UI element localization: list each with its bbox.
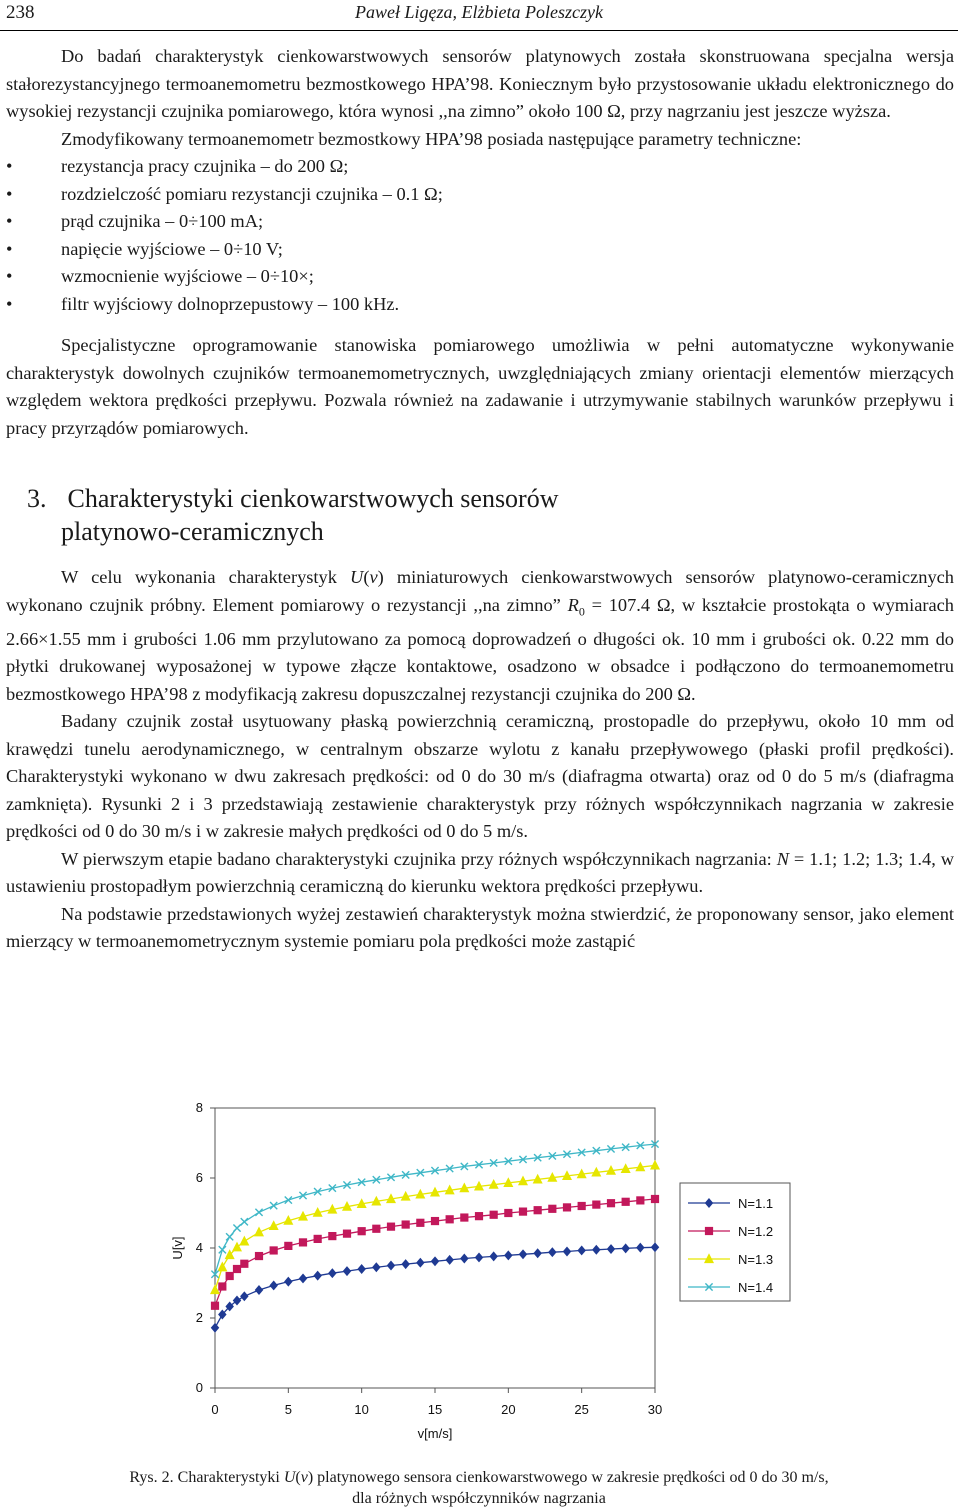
data-point (622, 1198, 629, 1205)
y-tick-label: 2 (195, 1310, 203, 1325)
series-line (215, 1199, 655, 1306)
x-tick-label: 10 (354, 1402, 369, 1417)
data-point (241, 1218, 248, 1225)
data-point (373, 1225, 380, 1232)
section-title-line-2: platynowo-ceramicznych (61, 517, 324, 546)
intro-paragraph-1: Do badań charakterystyk cienkowarstwowych sensorów platynowych została skonstruowana specjalna wersja stałorezystancyjnego termoanemometru bezmostkowego HPA’98. Koniecznym było przystosowanie układu elektronicznego do wysokiej rezystancji czujnika pomiarowego, która wynosi ,,na zimno” około 100 Ω, przy nagrzaniu jest jeszcze wyższa. (6, 46, 954, 121)
data-point (329, 1269, 336, 1277)
series-N-1-1 (211, 1243, 658, 1332)
data-point (211, 1285, 219, 1293)
data-point (461, 1254, 468, 1262)
legend-label: N=1.4 (738, 1280, 774, 1295)
x-tick-label: 30 (647, 1402, 663, 1417)
data-point (255, 1228, 263, 1236)
data-point (461, 1214, 468, 1221)
x-tick-label: 25 (574, 1402, 589, 1417)
data-point (417, 1219, 424, 1226)
data-point (607, 1200, 614, 1207)
series-line (215, 1165, 655, 1290)
y-tick-label: 6 (195, 1170, 203, 1185)
data-point (211, 1302, 218, 1309)
chart-series (211, 1140, 659, 1332)
x-tick-label: 0 (211, 1402, 219, 1417)
data-point (402, 1221, 409, 1228)
data-point (431, 1257, 438, 1265)
data-point (563, 1247, 570, 1255)
data-point (578, 1202, 585, 1209)
data-point (255, 1286, 262, 1294)
data-point (563, 1204, 570, 1211)
data-point (329, 1233, 336, 1240)
section-paragraph-1: W celu wykonania charakterystyk U(v) miniaturowych cienkowarstwowych sensorów platynowo-ceramicznych wykonano czujnik próbny. Element pomiarowy o rezystancji ,,na zimno” $R_0 = 107.4$ Ω, w kształcie prostokąta o wymiarach 2.66×1.55 mm i grubości 1.06 mm przylutowano za pomocą doprowadzeń o długości ok. 10 mm i grubości ok. 0.22 mm do płytki drukowanej wyposażonej w typowe złącze kontaktowe, osadzono w obsadce i podłączono do termoanemometru bezmostkowego HPA’98 z modyfikacją zakresu dopuszczalnej rezystancji czujnika do 200 Ω. (6, 567, 954, 704)
data-point (651, 1161, 659, 1169)
y-tick-label: 0 (195, 1380, 203, 1395)
data-point (285, 1277, 292, 1285)
series-line (215, 1144, 655, 1274)
running-title: Paweł Ligęza, Elżbieta Poleszczyk (355, 2, 603, 22)
data-point (233, 1296, 240, 1304)
data-point (270, 1202, 277, 1209)
data-point (637, 1197, 644, 1204)
data-point (219, 1246, 226, 1253)
x-tick-label: 15 (427, 1402, 443, 1417)
data-point (226, 1272, 233, 1279)
data-point (358, 1228, 365, 1235)
legend-label: N=1.1 (738, 1196, 774, 1211)
x-axis-label: v[m/s] (417, 1426, 453, 1441)
data-point (578, 1246, 585, 1254)
data-point (534, 1207, 541, 1214)
data-point (255, 1252, 262, 1259)
figure-chart (160, 1088, 800, 1448)
intro-paragraph-2: Zmodyfikowany termoanemometr bezmostkowy HPA’98 posiada następujące parametry techniczne: (61, 128, 802, 149)
page-number: 238 (6, 2, 35, 23)
data-point (417, 1259, 424, 1267)
data-point (255, 1209, 262, 1216)
x-tick-label: 20 (501, 1402, 516, 1417)
section-paragraph-4: Na podstawie przedstawionych wyżej zestawień charakterystyk można stwierdzić, że proponowany sensor, jako element mierzący w termoanemometrycznym systemie pomiaru pola prędkości może zastąpić (6, 903, 954, 952)
parameter-item: • rozdzielczość pomiaru rezystancji czujnika – 0.1 Ω; (6, 181, 954, 209)
data-point (475, 1213, 482, 1220)
data-point (343, 1230, 350, 1237)
data-point (402, 1260, 409, 1268)
data-point (519, 1208, 526, 1215)
page-body (6, 43, 954, 956)
data-point (373, 1263, 380, 1271)
data-point (431, 1217, 438, 1224)
data-point (343, 1267, 350, 1275)
parameter-item: • wzmocnienie wyjściowe – 0÷10×; (6, 263, 954, 291)
caption-line-2: dla różnych współczynników nagrzania (352, 1490, 606, 1507)
data-point (534, 1249, 541, 1257)
data-point (505, 1209, 512, 1216)
section-number: 3. (27, 484, 47, 513)
data-point (314, 1271, 321, 1279)
data-point (593, 1246, 600, 1254)
data-point (241, 1292, 248, 1300)
data-point (593, 1201, 600, 1208)
legend-label: N=1.3 (738, 1252, 774, 1267)
data-point (490, 1211, 497, 1218)
section-heading (6, 482, 681, 548)
data-point (226, 1233, 233, 1240)
x-tick-label: 5 (284, 1402, 292, 1417)
y-tick-label: 8 (195, 1100, 203, 1115)
y-axis-label: U[v] (170, 1236, 185, 1260)
data-point (622, 1244, 629, 1252)
data-point (651, 1243, 658, 1251)
data-point (607, 1245, 614, 1253)
parameters-list (6, 153, 954, 318)
data-point (218, 1263, 226, 1271)
section-title-line-1: Charakterystyki cienkowarstwowych sensorów (67, 484, 559, 513)
page-header (0, 0, 958, 31)
data-point (240, 1237, 248, 1245)
parameter-item: • napięcie wyjściowe – 0÷10 V; (6, 236, 954, 264)
series-N-1-2 (211, 1195, 658, 1309)
data-point (233, 1243, 241, 1251)
data-point (505, 1251, 512, 1259)
data-point (285, 1242, 292, 1249)
figure-caption (0, 1467, 958, 1509)
series-N-1-3 (211, 1161, 659, 1294)
section-paragraph-2: Badany czujnik został usytuowany płaską powierzchnią ceramiczną, prostopadle do przepływu, około 10 mm od krawędzi tunelu aerodynamicznego, w centralnym obszarze wylotu z kanału przepływowego (płaski profil prędkości). Charakterystyki wykonano w dwu zakresach prędkości: od 0 do 30 m/s (diafragma otwarta) oraz od 0 do 5 m/s (diafragma zamknięta). Rysunki 2 i 3 przedstawiają zestawienie charakterystyk przy różnych współczynnikach nagrzania w zakresie prędkości od 0 do 30 m/s i w zakresie małych prędkości od 0 do 5 m/s. (6, 711, 954, 842)
data-point (233, 1265, 240, 1272)
chart-svg (160, 1088, 800, 1448)
data-point (241, 1260, 248, 1267)
data-point (233, 1224, 240, 1231)
parameter-item: • filtr wyjściowy dolnoprzepustowy – 100 kHz. (6, 291, 954, 319)
parameter-item: • rezystancja pracy czujnika – do 200 Ω; (6, 153, 954, 181)
data-point (637, 1243, 644, 1251)
y-tick-label: 4 (195, 1240, 203, 1255)
data-point (270, 1281, 277, 1289)
chart-legend (680, 1183, 790, 1301)
data-point (446, 1256, 453, 1264)
intro-paragraph-3: Specjalistyczne oprogramowanie stanowiska pomiarowego umożliwia w pełni automatyczne wykonywanie charakterystyk dowolnych czujników termoanemometrycznych, uwzględniających zmiany orientacji elementów mierzących względem wektora prędkości przepływu. Pozwala również na zadawanie i utrzymywanie stabilnych warunków przepływu i pracy przyrządów pomiarowych. (6, 335, 954, 438)
data-point (314, 1235, 321, 1242)
parameter-item: • prąd czujnika – 0÷100 mA; (6, 208, 954, 236)
data-point (299, 1239, 306, 1246)
data-point (387, 1261, 394, 1269)
data-point (211, 1324, 218, 1332)
data-point (519, 1250, 526, 1258)
data-point (285, 1196, 292, 1203)
data-point (299, 1274, 306, 1282)
legend-label: N=1.2 (738, 1224, 774, 1239)
legend-box (680, 1183, 790, 1301)
data-point (270, 1247, 277, 1254)
data-point (446, 1216, 453, 1223)
section-paragraph-3: W pierwszym etapie badano charakterystyki czujnika przy różnych współczynnikach nagrzania: N = 1.1; 1.2; 1.3; 1.4, w ustawieniu prostopadłym powierzchnią ceramiczną do kierunku wektora prędkości przepływu. (6, 848, 954, 897)
caption-line-1: Rys. 2. Charakterystyki U(v) platynowego sensora cienkowarstwowego w zakresie prędkości od 0 do 30 m/s, (129, 1469, 829, 1486)
data-point (549, 1205, 556, 1212)
data-point (705, 1227, 712, 1234)
data-point (387, 1223, 394, 1230)
data-point (490, 1252, 497, 1260)
data-point (549, 1248, 556, 1256)
data-point (475, 1253, 482, 1261)
data-point (358, 1265, 365, 1273)
data-point (219, 1283, 226, 1290)
data-point (651, 1195, 658, 1202)
